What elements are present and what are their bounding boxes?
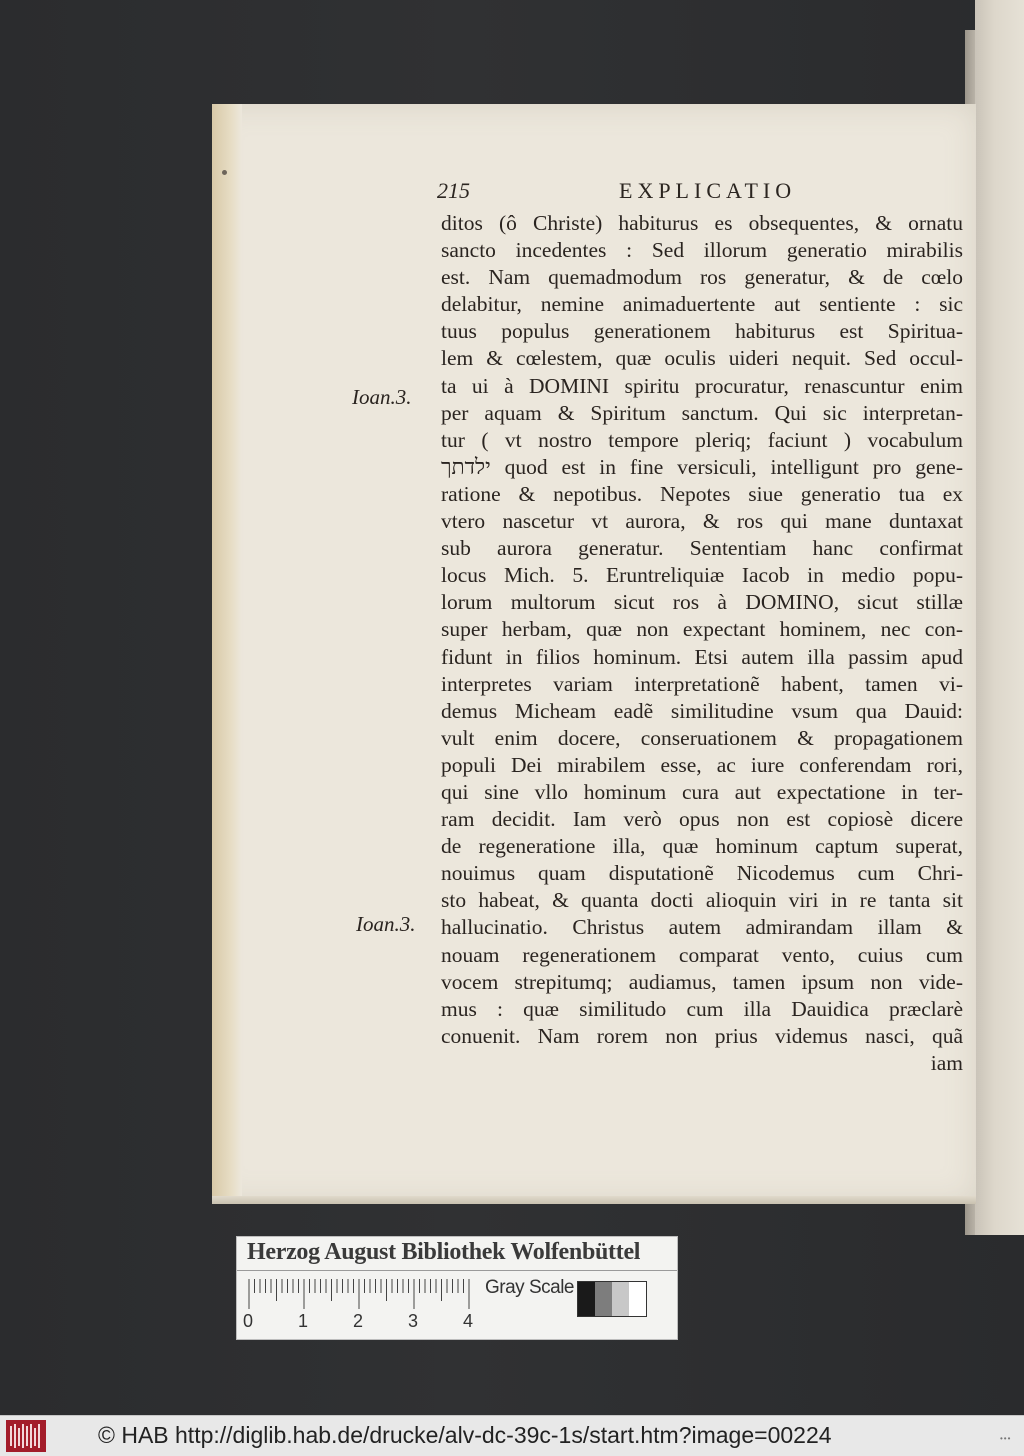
text-line: hallucinatio. Christus autem admirandam illam & [441,915,963,940]
ruler-label: 4 [463,1311,474,1331]
text-line: est. Nam quemadmodum ros generatur, & de cœlo [441,265,963,290]
copyright-url[interactable]: © HAB http://diglib.hab.de/drucke/alv-dc-39c-1s/start.htm?image=00224 [98,1422,832,1448]
text-line: de regeneratione illa, quæ hominum captum superat, [441,834,963,859]
footer-dots: ••• [1000,1434,1012,1443]
text-line: sub aurora generatur. Sententiam hanc confirmat [441,536,963,561]
text-line: vocem strepitumq; audiamus, tamen ipsum non vide- [441,969,963,994]
ruler-label: 2 [353,1311,364,1331]
margin-note-ioan-1: Ioan.3. [352,385,412,409]
text-line: vult enim docere, conseruationem & propagationem [441,725,963,750]
gray-swatch [578,1282,595,1316]
hab-logo-icon [6,1420,46,1452]
text-line: per aquam & Spiritum sanctum. Qui sic interpretan- [441,400,963,425]
next-page-fragment [975,0,1024,1235]
text-line: iam [930,1050,963,1075]
gray-swatch [612,1282,629,1316]
page-number: 215 [437,178,470,203]
text-line: demus Micheam eadẽ similitudine vsum qua Dauid: [441,698,963,723]
body-text [441,210,963,1077]
page-gutter-edge [212,104,242,1202]
text-line: tuus populus generationem habiturus est Spiritua- [441,319,963,344]
library-scale-card [236,1236,678,1340]
page-speck [222,170,227,175]
text-line: interpretes variam interpretationẽ habent, tamen vi- [441,671,963,696]
text-line: ditos (ô Christe) habiturus es obsequentes, & ornatu [441,211,963,235]
text-line: populi Dei mirabilem esse, ac iure conferendam rori, [441,752,963,777]
text-line: qui sine vllo hominum cura aut expectatione in ter- [441,779,963,804]
gray-swatch [595,1282,612,1316]
gray-scale-label: Gray Scale [485,1277,574,1298]
text-line: nouam regenerationem comparat vento, cuius cum [441,942,963,967]
ruler-label: 3 [408,1311,419,1331]
text-line: tur ( vt nostro tempore pleriq; faciunt ) vocabulum [441,427,963,452]
text-line: sto habeat, & quanta docti alioquin viri in re tanta sit [441,888,963,913]
footer-bar [0,1415,1024,1456]
text-line: ta ui à DOMINI spiritu procuratur, renascuntur enim [441,373,963,398]
text-line: nouimus quam disputationẽ Nicodemus cum Chri- [441,861,963,886]
text-line: conuenit. Nam rorem non prius videmus nasci, quã [441,1023,963,1048]
text-line: fidunt in filios hominum. Etsi autem illa passim apud [441,644,963,669]
ruler-scale [247,1277,473,1309]
page-bottom-edge [212,1196,976,1204]
text-line: vtero nascetur vt aurora, & ros qui mane duntaxat [441,509,963,534]
ruler-label: 1 [298,1311,309,1331]
ruler-label: 0 [243,1311,254,1331]
text-line: sancto incedentes : Sed illorum generatio mirabilis [441,238,963,263]
margin-note-ioan-2: Ioan.3. [356,912,416,936]
card-divider [237,1270,677,1271]
running-head [437,178,957,212]
text-line: locus Mich. 5. Eruntreliquiæ Iacob in medio popu- [441,563,963,588]
text-line: delabitur, nemine animaduertente aut sentiente : sic [441,292,963,317]
running-title: EXPLICATIO [619,178,797,203]
text-line: ram decidit. Iam verò opus non est copiosè dicere [441,807,963,832]
gray-swatch [629,1282,646,1316]
text-line: mus : quæ similitudo cum illa Dauidica præclarè [441,996,963,1021]
library-name: Herzog August Bibliothek Wolfenbüttel [247,1239,641,1265]
text-line: ratione & nepotibus. Nepotes siue generatio tua ex [441,481,963,506]
text-line: super herbam, quæ non expectant hominem, nec con- [441,617,963,642]
text-line: lem & cœlestem, quæ oculis uideri nequit. Sed occul- [441,346,963,371]
text-line: ילדתך quod est in fine versiculi, intelligunt pro gene- [441,454,963,479]
ruler-labels [243,1311,483,1333]
text-line: lorum multorum sicut ros à DOMINO, sicut stillæ [441,590,963,615]
gray-scale-swatches [577,1281,647,1317]
